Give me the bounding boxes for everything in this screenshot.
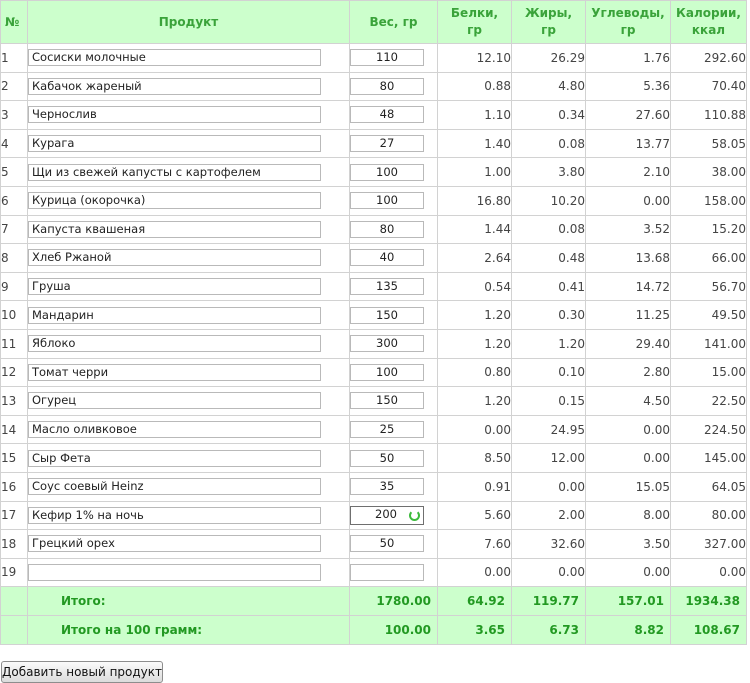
header-num: № <box>1 1 28 44</box>
row-number: 15 <box>1 444 28 473</box>
per100-label: Итого на 100 грамм: <box>28 616 350 645</box>
calories-cell: 0.00 <box>671 558 747 587</box>
protein-cell: 7.60 <box>438 530 512 559</box>
weight-cell <box>350 215 438 244</box>
weight-input[interactable] <box>350 506 424 525</box>
weight-value: 110 <box>376 50 398 65</box>
protein-cell: 1.10 <box>438 101 512 130</box>
product-cell <box>28 215 350 244</box>
per100-num-cell <box>1 616 28 645</box>
carbs-cell: 0.00 <box>586 558 671 587</box>
product-name-input[interactable]: Кабачок жареный <box>28 78 321 95</box>
carbs-cell: 0.00 <box>586 444 671 473</box>
weight-cell <box>350 129 438 158</box>
protein-cell: 0.91 <box>438 472 512 501</box>
weight-cell <box>350 44 438 73</box>
calories-cell: 58.05 <box>671 129 747 158</box>
carbs-cell: 5.36 <box>586 72 671 101</box>
row-number: 4 <box>1 129 28 158</box>
weight-cell <box>350 415 438 444</box>
fat-cell: 10.20 <box>512 186 586 215</box>
protein-cell: 1.40 <box>438 129 512 158</box>
product-name-input[interactable]: Хлеб Ржаной <box>28 249 321 266</box>
protein-cell: 16.80 <box>438 186 512 215</box>
product-cell <box>28 444 350 473</box>
weight-cell <box>350 501 438 530</box>
calories-cell: 56.70 <box>671 272 747 301</box>
header-protein-line1: Белки, <box>450 6 499 20</box>
total-calories: 1934.38 <box>671 587 747 616</box>
total-carbs: 157.01 <box>586 587 671 616</box>
product-name-input[interactable]: Курага <box>28 135 321 152</box>
fat-cell: 24.95 <box>512 415 586 444</box>
header-product: Продукт <box>28 1 350 44</box>
row-number: 6 <box>1 186 28 215</box>
fat-cell: 0.00 <box>512 472 586 501</box>
weight-cell <box>350 244 438 273</box>
carbs-cell: 8.00 <box>586 501 671 530</box>
product-name-input[interactable]: Яблоко <box>28 335 321 352</box>
row-number: 18 <box>1 530 28 559</box>
carbs-cell: 14.72 <box>586 272 671 301</box>
product-name-input[interactable]: Мандарин <box>28 307 321 324</box>
calories-cell: 141.00 <box>671 329 747 358</box>
calories-cell: 292.60 <box>671 44 747 73</box>
weight-value: 27 <box>379 136 395 151</box>
fat-cell: 0.15 <box>512 387 586 416</box>
table-row <box>1 329 747 358</box>
header-calories <box>671 1 747 44</box>
protein-cell: 2.64 <box>438 244 512 273</box>
weight-input[interactable] <box>350 49 424 66</box>
table-row <box>1 444 747 473</box>
product-cell <box>28 501 350 530</box>
carbs-cell: 3.52 <box>586 215 671 244</box>
weight-input[interactable] <box>350 307 424 324</box>
fat-cell: 0.10 <box>512 358 586 387</box>
table-row <box>1 530 747 559</box>
weight-value: 25 <box>379 422 395 437</box>
row-number: 12 <box>1 358 28 387</box>
carbs-cell: 4.50 <box>586 387 671 416</box>
fat-cell: 32.60 <box>512 530 586 559</box>
calories-cell: 49.50 <box>671 301 747 330</box>
weight-value: 200 <box>375 506 397 521</box>
protein-cell: 1.20 <box>438 387 512 416</box>
weight-input[interactable] <box>350 249 424 266</box>
protein-cell: 0.80 <box>438 358 512 387</box>
weight-input[interactable] <box>350 278 424 295</box>
weight-cell <box>350 472 438 501</box>
product-name-input[interactable] <box>28 564 321 581</box>
row-number: 5 <box>1 158 28 187</box>
table-row <box>1 272 747 301</box>
row-number: 19 <box>1 558 28 587</box>
weight-value: 100 <box>376 193 398 208</box>
per100-row <box>1 616 747 645</box>
product-name-input[interactable]: Кефир 1% на ночь <box>28 507 321 524</box>
loading-spinner-icon <box>409 510 420 521</box>
table-row <box>1 244 747 273</box>
fat-cell: 0.08 <box>512 129 586 158</box>
fat-cell: 3.80 <box>512 158 586 187</box>
carbs-cell: 0.00 <box>586 186 671 215</box>
row-number: 14 <box>1 415 28 444</box>
table-row <box>1 44 747 73</box>
per100-calories: 108.67 <box>671 616 747 645</box>
calories-cell: 66.00 <box>671 244 747 273</box>
weight-input[interactable] <box>350 78 424 95</box>
carbs-cell: 2.80 <box>586 358 671 387</box>
weight-value: 100 <box>376 364 398 379</box>
protein-cell: 0.00 <box>438 558 512 587</box>
product-cell <box>28 101 350 130</box>
weight-cell <box>350 186 438 215</box>
product-name-input[interactable]: Соус соевый Heinz <box>28 478 321 495</box>
product-cell <box>28 44 350 73</box>
product-name-input[interactable]: Грецкий орех <box>28 535 321 552</box>
row-number: 10 <box>1 301 28 330</box>
weight-cell <box>350 530 438 559</box>
fat-cell: 0.00 <box>512 558 586 587</box>
product-cell <box>28 472 350 501</box>
product-cell <box>28 129 350 158</box>
total-row <box>1 587 747 616</box>
weight-input[interactable] <box>350 364 424 381</box>
carbs-cell: 2.10 <box>586 158 671 187</box>
fat-cell: 12.00 <box>512 444 586 473</box>
calories-cell: 70.40 <box>671 72 747 101</box>
weight-input[interactable] <box>350 421 424 438</box>
table-row <box>1 72 747 101</box>
carbs-cell: 3.50 <box>586 530 671 559</box>
fat-cell: 0.48 <box>512 244 586 273</box>
weight-value: 150 <box>376 393 398 408</box>
weight-cell <box>350 72 438 101</box>
row-number: 13 <box>1 387 28 416</box>
per100-carbs: 8.82 <box>586 616 671 645</box>
header-fat-line1: Жиры, <box>524 6 573 20</box>
weight-value: 135 <box>376 279 398 294</box>
protein-cell: 12.10 <box>438 44 512 73</box>
fat-cell: 0.30 <box>512 301 586 330</box>
carbs-cell: 13.68 <box>586 244 671 273</box>
table-row <box>1 158 747 187</box>
calories-cell: 145.00 <box>671 444 747 473</box>
weight-cell <box>350 158 438 187</box>
table-row <box>1 186 747 215</box>
weight-input[interactable] <box>350 392 424 409</box>
product-name-input[interactable]: Чернослив <box>28 106 321 123</box>
header-carbs-line2: гр <box>620 23 636 37</box>
calories-cell: 38.00 <box>671 158 747 187</box>
product-name-input[interactable]: Курица (окорочка) <box>28 192 321 209</box>
calories-cell: 80.00 <box>671 501 747 530</box>
row-number: 11 <box>1 329 28 358</box>
fat-cell: 0.34 <box>512 101 586 130</box>
table-row <box>1 558 747 587</box>
product-name-input[interactable]: Сыр Фета <box>28 450 321 467</box>
protein-cell: 8.50 <box>438 444 512 473</box>
weight-input[interactable] <box>350 106 424 123</box>
weight-input[interactable] <box>350 164 424 181</box>
header-row <box>1 1 747 44</box>
table-row <box>1 387 747 416</box>
weight-input[interactable] <box>350 221 424 238</box>
add-product-button[interactable]: Добавить новый продукт <box>1 661 163 683</box>
product-name-input[interactable]: Огурец <box>28 392 321 409</box>
protein-cell: 0.54 <box>438 272 512 301</box>
protein-cell: 0.00 <box>438 415 512 444</box>
weight-input[interactable] <box>350 478 424 495</box>
per100-fat: 6.73 <box>512 616 586 645</box>
calories-cell: 110.88 <box>671 101 747 130</box>
weight-cell <box>350 387 438 416</box>
header-calories-line2: ккал <box>691 23 726 37</box>
table-row <box>1 501 747 530</box>
product-name-input[interactable]: Томат черри <box>28 364 321 381</box>
product-name-input[interactable]: Груша <box>28 278 321 295</box>
product-name-input[interactable]: Капуста квашеная <box>28 221 321 238</box>
carbs-cell: 13.77 <box>586 129 671 158</box>
table-row <box>1 415 747 444</box>
table-body <box>1 44 747 587</box>
header-fat-line2: гр <box>541 23 556 37</box>
product-cell <box>28 329 350 358</box>
calories-cell: 327.00 <box>671 530 747 559</box>
fat-cell: 0.08 <box>512 215 586 244</box>
carbs-cell: 1.76 <box>586 44 671 73</box>
fat-cell: 2.00 <box>512 501 586 530</box>
protein-cell: 1.00 <box>438 158 512 187</box>
product-cell <box>28 301 350 330</box>
product-cell <box>28 530 350 559</box>
header-weight: Вес, гр <box>350 1 438 44</box>
carbs-cell: 15.05 <box>586 472 671 501</box>
product-cell <box>28 272 350 301</box>
row-number: 7 <box>1 215 28 244</box>
total-fat: 119.77 <box>512 587 586 616</box>
calories-cell: 158.00 <box>671 186 747 215</box>
row-number: 16 <box>1 472 28 501</box>
product-name-input[interactable]: Сосиски молочные <box>28 49 321 66</box>
fat-cell: 1.20 <box>512 329 586 358</box>
weight-cell <box>350 444 438 473</box>
calories-cell: 64.05 <box>671 472 747 501</box>
carbs-cell: 0.00 <box>586 415 671 444</box>
weight-value: 150 <box>376 307 398 322</box>
table-row <box>1 358 747 387</box>
header-carbs <box>586 1 671 44</box>
product-cell <box>28 558 350 587</box>
table-row <box>1 215 747 244</box>
row-number: 9 <box>1 272 28 301</box>
row-number: 17 <box>1 501 28 530</box>
weight-input[interactable] <box>350 192 424 209</box>
total-protein: 64.92 <box>438 587 512 616</box>
protein-cell: 0.88 <box>438 72 512 101</box>
total-num-cell <box>1 587 28 616</box>
header-protein <box>438 1 512 44</box>
weight-cell <box>350 358 438 387</box>
per100-weight: 100.00 <box>350 616 438 645</box>
weight-value: 35 <box>379 479 395 494</box>
fat-cell: 0.41 <box>512 272 586 301</box>
weight-cell <box>350 301 438 330</box>
calories-cell: 15.00 <box>671 358 747 387</box>
weight-cell <box>350 558 438 587</box>
fat-cell: 4.80 <box>512 72 586 101</box>
carbs-cell: 29.40 <box>586 329 671 358</box>
weight-value: 80 <box>379 221 395 236</box>
product-cell <box>28 415 350 444</box>
header-fat <box>512 1 586 44</box>
weight-cell <box>350 272 438 301</box>
product-cell <box>28 244 350 273</box>
product-cell <box>28 72 350 101</box>
weight-input[interactable] <box>350 450 424 467</box>
header-protein-line2: гр <box>467 23 482 37</box>
protein-cell: 1.20 <box>438 301 512 330</box>
protein-cell: 1.20 <box>438 329 512 358</box>
weight-input[interactable] <box>350 564 424 581</box>
protein-cell: 5.60 <box>438 501 512 530</box>
row-number: 3 <box>1 101 28 130</box>
row-number: 2 <box>1 72 28 101</box>
weight-input[interactable] <box>350 335 424 352</box>
weight-cell <box>350 101 438 130</box>
table-row <box>1 101 747 130</box>
product-cell <box>28 387 350 416</box>
table-row <box>1 129 747 158</box>
calories-cell: 224.50 <box>671 415 747 444</box>
carbs-cell: 27.60 <box>586 101 671 130</box>
weight-cell <box>350 329 438 358</box>
per100-protein: 3.65 <box>438 616 512 645</box>
weight-input[interactable] <box>350 135 424 152</box>
product-cell <box>28 158 350 187</box>
total-label: Итого: <box>28 587 350 616</box>
weight-value: 48 <box>379 107 395 122</box>
weight-value: 40 <box>379 250 395 265</box>
weight-value: 80 <box>379 78 395 93</box>
weight-value: 50 <box>379 536 395 551</box>
header-calories-line1: Калории, <box>676 6 741 20</box>
fat-cell: 26.29 <box>512 44 586 73</box>
product-cell <box>28 186 350 215</box>
row-number: 1 <box>1 44 28 73</box>
total-weight: 1780.00 <box>350 587 438 616</box>
product-name-input[interactable]: Масло оливковое <box>28 421 321 438</box>
weight-value: 50 <box>379 450 395 465</box>
calories-cell: 22.50 <box>671 387 747 416</box>
weight-value: 100 <box>376 164 398 179</box>
header-carbs-line1: Углеводы, <box>591 6 665 20</box>
table-row <box>1 301 747 330</box>
weight-input[interactable] <box>350 535 424 552</box>
carbs-cell: 11.25 <box>586 301 671 330</box>
product-cell <box>28 358 350 387</box>
row-number: 8 <box>1 244 28 273</box>
protein-cell: 1.44 <box>438 215 512 244</box>
product-name-input[interactable]: Щи из свежей капусты с картофелем <box>28 164 321 181</box>
table-row <box>1 472 747 501</box>
weight-value: 300 <box>376 336 398 351</box>
calories-cell: 15.20 <box>671 215 747 244</box>
